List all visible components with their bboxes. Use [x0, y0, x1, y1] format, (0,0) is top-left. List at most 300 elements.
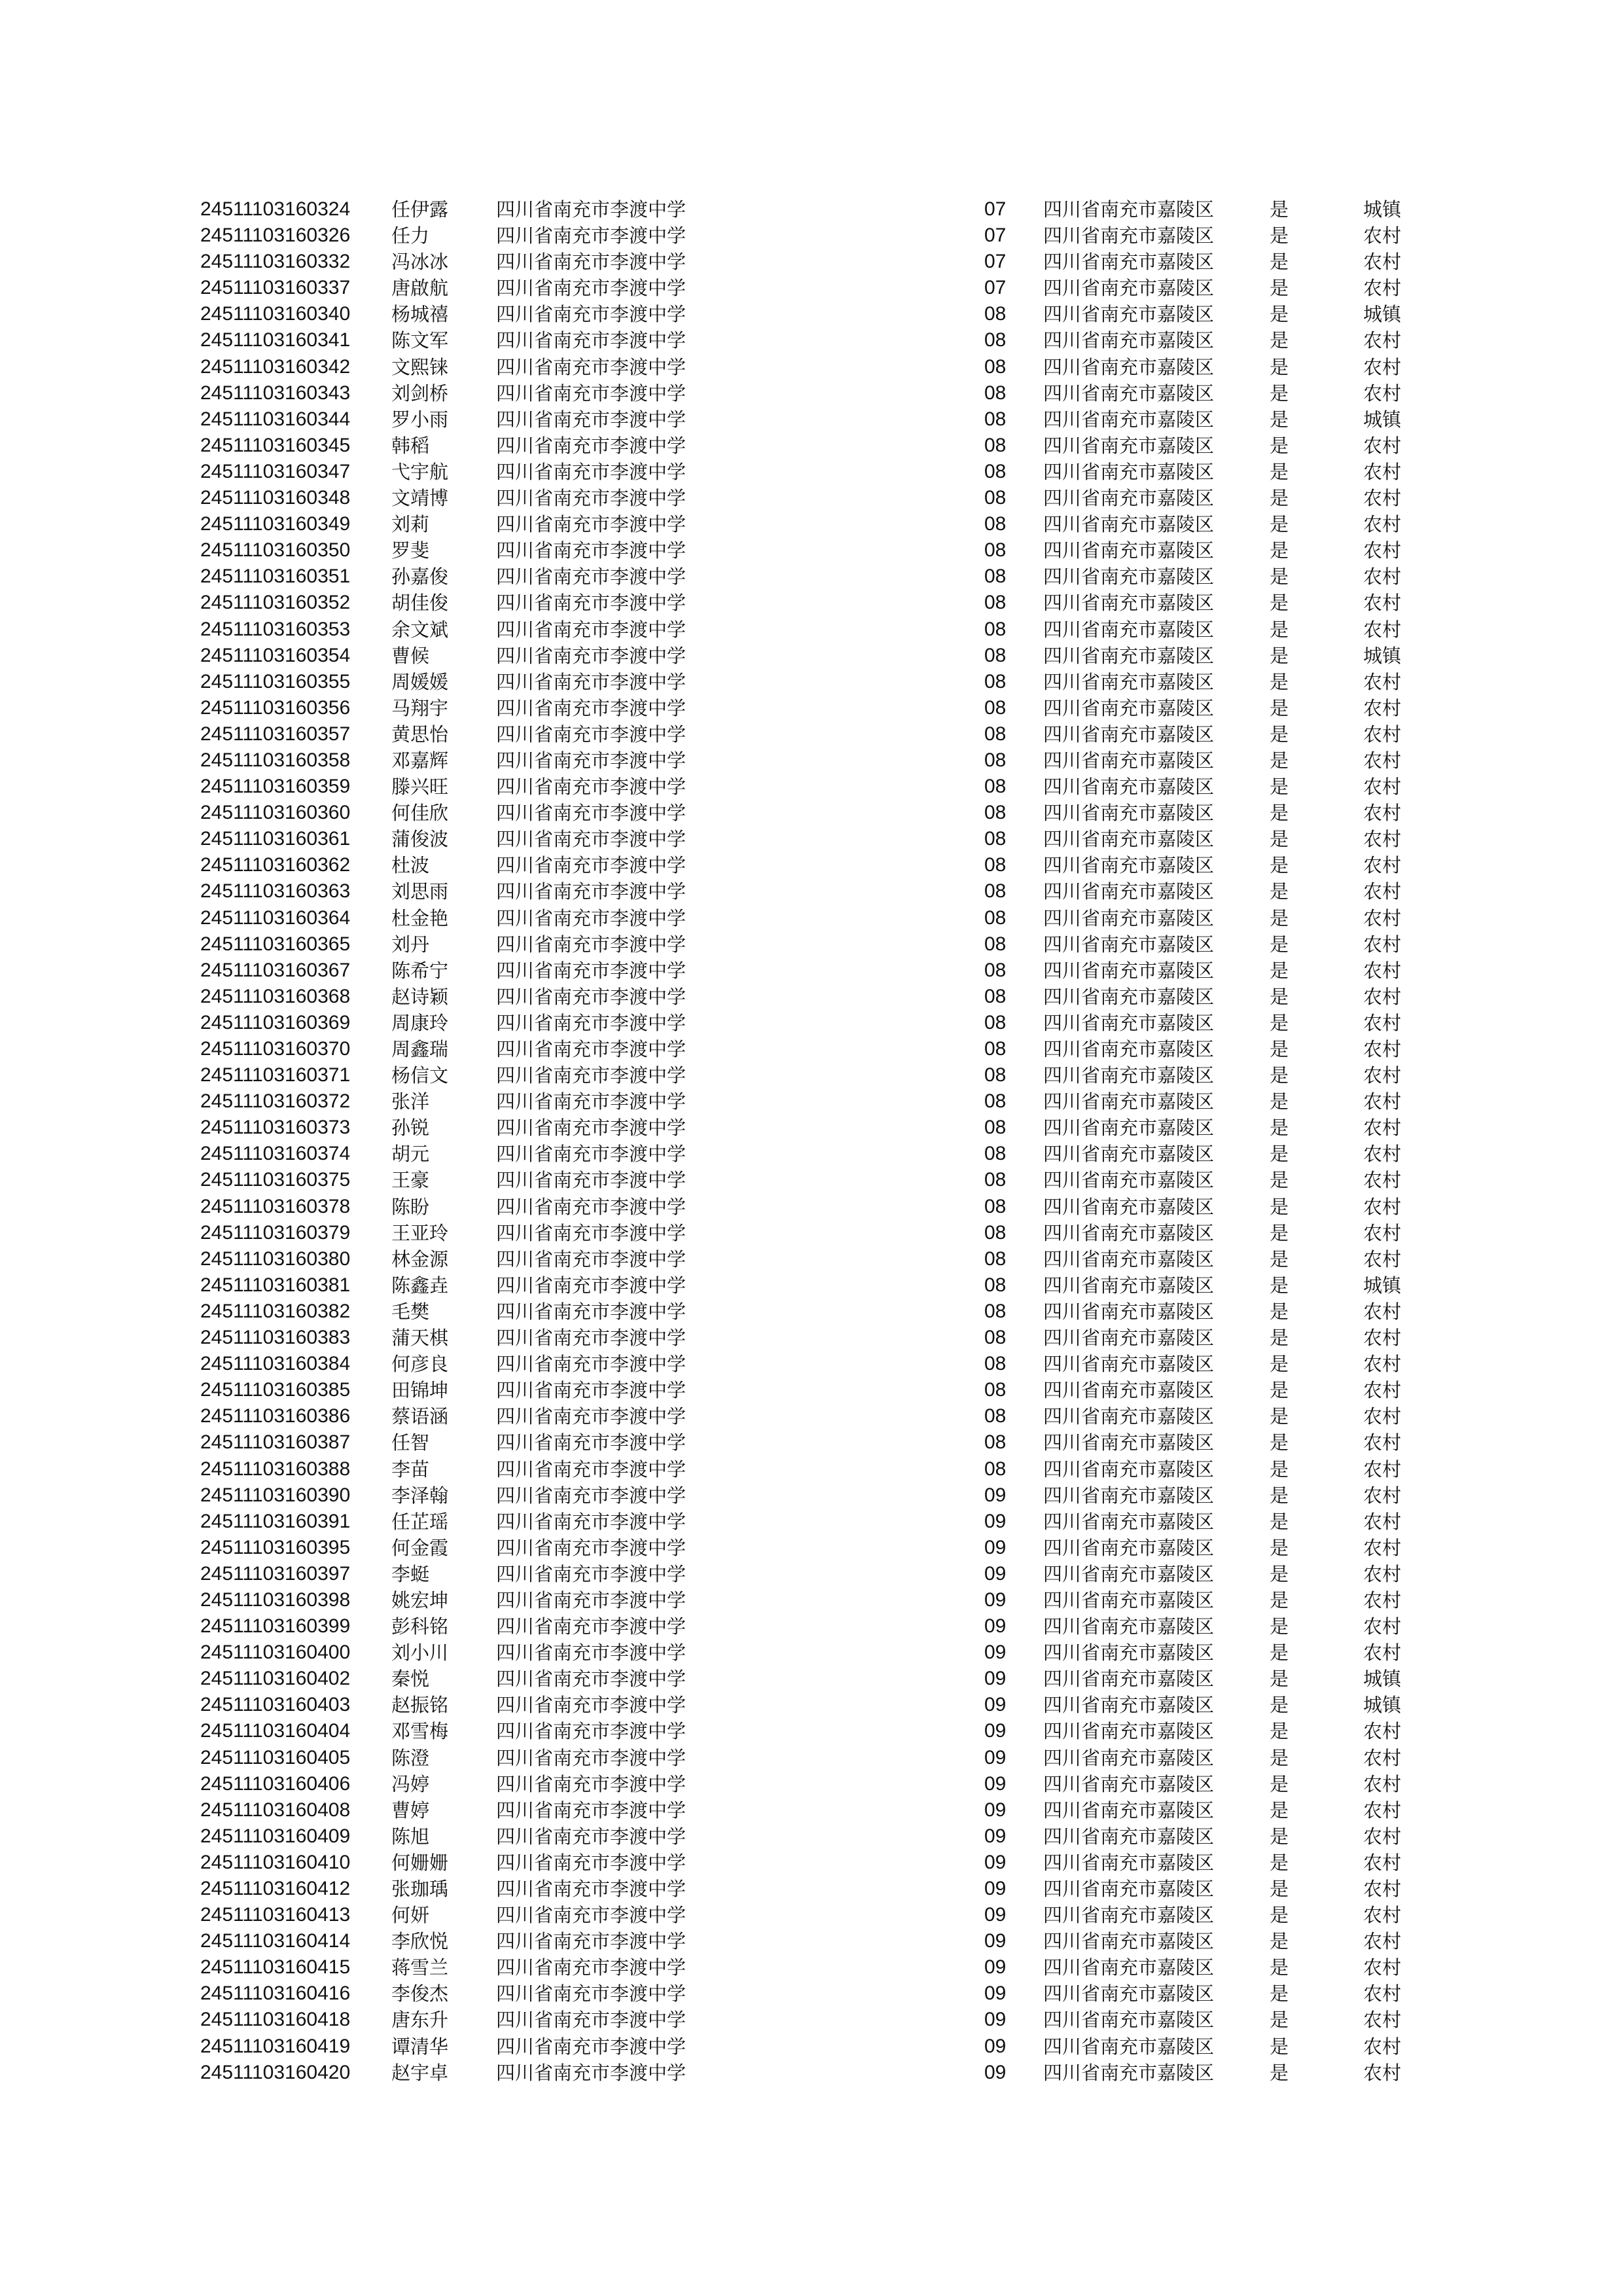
student-name-cell: 刘思雨: [391, 880, 449, 903]
region-cell: 四川省南充市嘉陵区: [1043, 1038, 1215, 1060]
flag-cell: 是: [1270, 224, 1289, 247]
table-row: [0, 1220, 1623, 1246]
flag-cell: 是: [1270, 1562, 1289, 1585]
residence-type-cell: 农村: [1363, 1038, 1402, 1060]
school-cell: 四川省南充市李渡中学: [496, 303, 687, 326]
grade-cell: 09: [984, 1956, 1007, 1979]
region-cell: 四川省南充市嘉陵区: [1043, 1353, 1215, 1376]
residence-type-cell: 农村: [1363, 251, 1402, 274]
student-id-cell: 24511103160337: [200, 277, 351, 299]
table-row: [0, 485, 1623, 511]
table-row: [0, 852, 1623, 878]
region-cell: 四川省南充市嘉陵区: [1043, 1904, 1215, 1927]
student-name-cell: 胡佳俊: [391, 592, 449, 615]
flag-cell: 是: [1270, 1090, 1289, 1113]
school-cell: 四川省南充市李渡中学: [496, 1851, 687, 1874]
region-cell: 四川省南充市嘉陵区: [1043, 460, 1215, 483]
flag-cell: 是: [1270, 1300, 1289, 1323]
residence-type-cell: 农村: [1363, 906, 1402, 929]
residence-type-cell: 农村: [1363, 670, 1402, 693]
student-name-cell: 刘剑桥: [391, 382, 449, 404]
grade-cell: 08: [984, 1195, 1007, 1217]
school-cell: 四川省南充市李渡中学: [496, 1327, 687, 1350]
grade-cell: 08: [984, 303, 1007, 325]
table-row: [0, 1194, 1623, 1220]
residence-type-cell: 城镇: [1363, 1274, 1402, 1297]
student-name-cell: 王亚玲: [391, 1221, 449, 1244]
student-id-cell: 24511103160356: [200, 696, 351, 719]
student-name-cell: 冯婷: [391, 1772, 430, 1795]
flag-cell: 是: [1270, 1431, 1289, 1454]
flag-cell: 是: [1270, 1274, 1289, 1297]
flag-cell: 是: [1270, 696, 1289, 719]
residence-type-cell: 农村: [1363, 1064, 1402, 1087]
residence-type-cell: 农村: [1363, 1484, 1402, 1507]
residence-type-cell: 农村: [1363, 1562, 1402, 1585]
school-cell: 四川省南充市李渡中学: [496, 539, 687, 562]
residence-type-cell: 农村: [1363, 592, 1402, 615]
residence-type-cell: 农村: [1363, 1221, 1402, 1244]
school-cell: 四川省南充市李渡中学: [496, 1746, 687, 1769]
student-id-cell: 24511103160354: [200, 644, 351, 666]
flag-cell: 是: [1270, 1327, 1289, 1350]
grade-cell: 08: [984, 1458, 1007, 1480]
student-id-cell: 24511103160349: [200, 513, 351, 535]
student-name-cell: 谭清华: [391, 2035, 449, 2058]
region-cell: 四川省南充市嘉陵区: [1043, 1694, 1215, 1717]
residence-type-cell: 农村: [1363, 1930, 1402, 1953]
region-cell: 四川省南充市嘉陵区: [1043, 776, 1215, 798]
grade-cell: 08: [984, 382, 1007, 404]
residence-type-cell: 农村: [1363, 1353, 1402, 1376]
table-row: [0, 1351, 1623, 1377]
student-id-cell: 24511103160381: [200, 1274, 351, 1296]
region-cell: 四川省南充市嘉陵区: [1043, 670, 1215, 693]
student-id-cell: 24511103160382: [200, 1300, 351, 1322]
table-row: [0, 1850, 1623, 1876]
student-name-cell: 彭科铭: [391, 1615, 449, 1638]
school-cell: 四川省南充市李渡中学: [496, 329, 687, 352]
school-cell: 四川省南充市李渡中学: [496, 959, 687, 982]
region-cell: 四川省南充市嘉陵区: [1043, 1878, 1215, 1900]
region-cell: 四川省南充市嘉陵区: [1043, 2061, 1215, 2084]
region-cell: 四川省南充市嘉陵区: [1043, 1405, 1215, 1428]
student-name-cell: 罗斐: [391, 539, 430, 562]
school-cell: 四川省南充市李渡中学: [496, 1300, 687, 1323]
flag-cell: 是: [1270, 1353, 1289, 1376]
student-id-cell: 24511103160344: [200, 408, 351, 430]
table-row: [0, 695, 1623, 721]
grade-cell: 08: [984, 1247, 1007, 1270]
residence-type-cell: 农村: [1363, 224, 1402, 247]
student-id-cell: 24511103160345: [200, 434, 351, 456]
school-cell: 四川省南充市李渡中学: [496, 1379, 687, 1402]
student-name-cell: 曹候: [391, 644, 430, 667]
school-cell: 四川省南充市李渡中学: [496, 1956, 687, 1979]
grade-cell: 09: [984, 1720, 1007, 1742]
grade-cell: 08: [984, 1431, 1007, 1454]
flag-cell: 是: [1270, 776, 1289, 798]
region-cell: 四川省南充市嘉陵区: [1043, 1930, 1215, 1953]
school-cell: 四川省南充市李渡中学: [496, 2009, 687, 2032]
student-name-cell: 李欣悦: [391, 1930, 449, 1953]
region-cell: 四川省南充市嘉陵区: [1043, 749, 1215, 772]
table-row: [0, 459, 1623, 485]
region-cell: 四川省南充市嘉陵区: [1043, 592, 1215, 615]
student-id-cell: 24511103160380: [200, 1247, 351, 1270]
region-cell: 四川省南充市嘉陵区: [1043, 329, 1215, 352]
region-cell: 四川省南充市嘉陵区: [1043, 1851, 1215, 1874]
student-name-cell: 杜金艳: [391, 906, 449, 929]
region-cell: 四川省南充市嘉陵区: [1043, 828, 1215, 851]
region-cell: 四川省南充市嘉陵区: [1043, 251, 1215, 274]
flag-cell: 是: [1270, 539, 1289, 562]
flag-cell: 是: [1270, 513, 1289, 536]
school-cell: 四川省南充市李渡中学: [496, 802, 687, 825]
student-name-cell: 杨信文: [391, 1064, 449, 1087]
flag-cell: 是: [1270, 749, 1289, 772]
student-name-cell: 任芷瑶: [391, 1510, 449, 1533]
student-name-cell: 任力: [391, 224, 430, 247]
student-id-cell: 24511103160384: [200, 1353, 351, 1375]
residence-type-cell: 农村: [1363, 277, 1402, 300]
residence-type-cell: 农村: [1363, 1247, 1402, 1270]
student-id-cell: 24511103160390: [200, 1484, 351, 1506]
table-row: [0, 1823, 1623, 1850]
flag-cell: 是: [1270, 1405, 1289, 1428]
grade-cell: 08: [984, 906, 1007, 929]
table-row: [0, 537, 1623, 564]
region-cell: 四川省南充市嘉陵区: [1043, 224, 1215, 247]
grade-cell: 08: [984, 1405, 1007, 1427]
residence-type-cell: 农村: [1363, 1431, 1402, 1454]
student-id-cell: 24511103160414: [200, 1930, 351, 1952]
grade-cell: 08: [984, 644, 1007, 666]
residence-type-cell: 农村: [1363, 618, 1402, 641]
student-id-cell: 24511103160410: [200, 1851, 351, 1873]
region-cell: 四川省南充市嘉陵区: [1043, 723, 1215, 745]
school-cell: 四川省南充市李渡中学: [496, 382, 687, 404]
flag-cell: 是: [1270, 1982, 1289, 2005]
student-name-cell: 杜波: [391, 854, 430, 877]
school-cell: 四川省南充市李渡中学: [496, 1038, 687, 1060]
table-row: [0, 406, 1623, 433]
residence-type-cell: 农村: [1363, 513, 1402, 536]
school-cell: 四川省南充市李渡中学: [496, 828, 687, 851]
residence-type-cell: 城镇: [1363, 1668, 1402, 1691]
residence-type-cell: 农村: [1363, 749, 1402, 772]
table-row: [0, 223, 1623, 249]
grade-cell: 09: [984, 1668, 1007, 1690]
grade-cell: 08: [984, 933, 1007, 955]
grade-cell: 07: [984, 198, 1007, 220]
student-id-cell: 24511103160367: [200, 959, 351, 981]
student-name-cell: 田锦坤: [391, 1379, 449, 1402]
school-cell: 四川省南充市李渡中学: [496, 198, 687, 221]
grade-cell: 08: [984, 487, 1007, 509]
student-name-cell: 文熙铼: [391, 355, 449, 378]
table-row: [0, 2007, 1623, 2033]
residence-type-cell: 农村: [1363, 355, 1402, 378]
school-cell: 四川省南充市李渡中学: [496, 592, 687, 615]
residence-type-cell: 农村: [1363, 854, 1402, 877]
region-cell: 四川省南充市嘉陵区: [1043, 1274, 1215, 1297]
flag-cell: 是: [1270, 355, 1289, 378]
school-cell: 四川省南充市李渡中学: [496, 251, 687, 274]
residence-type-cell: 农村: [1363, 828, 1402, 851]
student-name-cell: 文靖博: [391, 487, 449, 510]
student-id-cell: 24511103160361: [200, 828, 351, 850]
residence-type-cell: 农村: [1363, 1720, 1402, 1743]
grade-cell: 08: [984, 1143, 1007, 1165]
region-cell: 四川省南充市嘉陵区: [1043, 1011, 1215, 1034]
grade-cell: 08: [984, 828, 1007, 850]
school-cell: 四川省南充市李渡中学: [496, 565, 687, 588]
region-cell: 四川省南充市嘉陵区: [1043, 487, 1215, 510]
school-cell: 四川省南充市李渡中学: [496, 513, 687, 536]
region-cell: 四川省南充市嘉陵区: [1043, 1090, 1215, 1113]
table-row: [0, 1954, 1623, 1981]
region-cell: 四川省南充市嘉陵区: [1043, 1982, 1215, 2005]
table-row: [0, 774, 1623, 800]
flag-cell: 是: [1270, 723, 1289, 745]
region-cell: 四川省南充市嘉陵区: [1043, 618, 1215, 641]
student-id-cell: 24511103160418: [200, 2009, 351, 2031]
school-cell: 四川省南充市李渡中学: [496, 1694, 687, 1717]
grade-cell: 08: [984, 513, 1007, 535]
flag-cell: 是: [1270, 565, 1289, 588]
table-row: [0, 747, 1623, 774]
region-cell: 四川省南充市嘉陵区: [1043, 2009, 1215, 2032]
school-cell: 四川省南充市李渡中学: [496, 1615, 687, 1638]
student-name-cell: 周康玲: [391, 1011, 449, 1034]
flag-cell: 是: [1270, 618, 1289, 641]
flag-cell: 是: [1270, 670, 1289, 693]
region-cell: 四川省南充市嘉陵区: [1043, 1431, 1215, 1454]
student-id-cell: 24511103160395: [200, 1536, 351, 1558]
student-id-cell: 24511103160362: [200, 854, 351, 876]
residence-type-cell: 城镇: [1363, 303, 1402, 326]
grade-cell: 09: [984, 1772, 1007, 1795]
grade-cell: 09: [984, 1825, 1007, 1847]
flag-cell: 是: [1270, 408, 1289, 431]
student-id-cell: 24511103160379: [200, 1221, 351, 1244]
student-list-table: [0, 196, 1623, 2086]
grade-cell: 08: [984, 565, 1007, 588]
table-row: [0, 301, 1623, 327]
grade-cell: 09: [984, 1982, 1007, 2005]
school-cell: 四川省南充市李渡中学: [496, 1143, 687, 1166]
table-row: [0, 1088, 1623, 1115]
grade-cell: 08: [984, 1274, 1007, 1296]
student-id-cell: 24511103160399: [200, 1615, 351, 1638]
school-cell: 四川省南充市李渡中学: [496, 408, 687, 431]
flag-cell: 是: [1270, 277, 1289, 300]
school-cell: 四川省南充市李渡中学: [496, 933, 687, 956]
school-cell: 四川省南充市李渡中学: [496, 434, 687, 457]
region-cell: 四川省南充市嘉陵区: [1043, 513, 1215, 536]
student-name-cell: 冯冰冰: [391, 251, 449, 274]
flag-cell: 是: [1270, 303, 1289, 326]
student-id-cell: 24511103160415: [200, 1956, 351, 1979]
region-cell: 四川省南充市嘉陵区: [1043, 1615, 1215, 1638]
school-cell: 四川省南充市李渡中学: [496, 644, 687, 667]
flag-cell: 是: [1270, 1694, 1289, 1717]
flag-cell: 是: [1270, 2009, 1289, 2032]
student-id-cell: 24511103160370: [200, 1038, 351, 1060]
flag-cell: 是: [1270, 251, 1289, 274]
table-row: [0, 1797, 1623, 1823]
student-id-cell: 24511103160368: [200, 985, 351, 1007]
student-name-cell: 刘丹: [391, 933, 430, 956]
student-id-cell: 24511103160371: [200, 1064, 351, 1086]
student-id-cell: 24511103160326: [200, 224, 351, 247]
flag-cell: 是: [1270, 1484, 1289, 1507]
residence-type-cell: 农村: [1363, 434, 1402, 457]
student-id-cell: 24511103160360: [200, 802, 351, 824]
school-cell: 四川省南充市李渡中学: [496, 1431, 687, 1454]
student-id-cell: 24511103160343: [200, 382, 351, 404]
residence-type-cell: 农村: [1363, 1195, 1402, 1218]
grade-cell: 09: [984, 1641, 1007, 1664]
grade-cell: 08: [984, 880, 1007, 903]
table-row: [0, 931, 1623, 958]
region-cell: 四川省南充市嘉陵区: [1043, 1641, 1215, 1664]
grade-cell: 07: [984, 224, 1007, 247]
grade-cell: 09: [984, 1799, 1007, 1821]
residence-type-cell: 农村: [1363, 1117, 1402, 1139]
region-cell: 四川省南充市嘉陵区: [1043, 802, 1215, 825]
residence-type-cell: 农村: [1363, 1641, 1402, 1664]
student-name-cell: 赵振铭: [391, 1694, 449, 1717]
student-name-cell: 陈澄: [391, 1746, 430, 1769]
region-cell: 四川省南充市嘉陵区: [1043, 1799, 1215, 1821]
student-name-cell: 张珈瑀: [391, 1878, 449, 1900]
region-cell: 四川省南充市嘉陵区: [1043, 1956, 1215, 1979]
flag-cell: 是: [1270, 329, 1289, 352]
flag-cell: 是: [1270, 2035, 1289, 2058]
student-name-cell: 任智: [391, 1431, 430, 1454]
grade-cell: 08: [984, 749, 1007, 771]
table-row: [0, 1377, 1623, 1403]
school-cell: 四川省南充市李渡中学: [496, 1484, 687, 1507]
flag-cell: 是: [1270, 1799, 1289, 1821]
residence-type-cell: 农村: [1363, 487, 1402, 510]
table-row: [0, 1981, 1623, 2007]
table-row: [0, 878, 1623, 905]
student-name-cell: 李苗: [391, 1458, 430, 1480]
region-cell: 四川省南充市嘉陵区: [1043, 2035, 1215, 2058]
flag-cell: 是: [1270, 592, 1289, 615]
student-name-cell: 李蜓: [391, 1562, 430, 1585]
region-cell: 四川省南充市嘉陵区: [1043, 1746, 1215, 1769]
table-row: [0, 1718, 1623, 1744]
table-row: [0, 826, 1623, 852]
grade-cell: 08: [984, 723, 1007, 745]
table-row: [0, 1509, 1623, 1535]
region-cell: 四川省南充市嘉陵区: [1043, 303, 1215, 326]
school-cell: 四川省南充市李渡中学: [496, 1011, 687, 1034]
student-name-cell: 曹婷: [391, 1799, 430, 1821]
grade-cell: 09: [984, 1694, 1007, 1716]
residence-type-cell: 农村: [1363, 1300, 1402, 1323]
school-cell: 四川省南充市李渡中学: [496, 224, 687, 247]
table-row: [0, 1771, 1623, 1797]
student-name-cell: 李泽翰: [391, 1484, 449, 1507]
table-row: [0, 1429, 1623, 1456]
grade-cell: 09: [984, 1536, 1007, 1558]
school-cell: 四川省南充市李渡中学: [496, 1247, 687, 1270]
school-cell: 四川省南充市李渡中学: [496, 277, 687, 300]
student-id-cell: 24511103160383: [200, 1327, 351, 1349]
school-cell: 四川省南充市李渡中学: [496, 670, 687, 693]
school-cell: 四川省南充市李渡中学: [496, 1064, 687, 1087]
table-row: [0, 1325, 1623, 1351]
residence-type-cell: 城镇: [1363, 198, 1402, 221]
student-id-cell: 24511103160420: [200, 2061, 351, 2083]
residence-type-cell: 农村: [1363, 1327, 1402, 1350]
residence-type-cell: 农村: [1363, 1956, 1402, 1979]
grade-cell: 09: [984, 1562, 1007, 1585]
grade-cell: 08: [984, 1379, 1007, 1401]
grade-cell: 08: [984, 592, 1007, 614]
student-id-cell: 24511103160348: [200, 487, 351, 509]
grade-cell: 08: [984, 776, 1007, 798]
flag-cell: 是: [1270, 1720, 1289, 1743]
region-cell: 四川省南充市嘉陵区: [1043, 1169, 1215, 1192]
residence-type-cell: 农村: [1363, 2061, 1402, 2084]
region-cell: 四川省南充市嘉陵区: [1043, 933, 1215, 956]
flag-cell: 是: [1270, 1904, 1289, 1927]
flag-cell: 是: [1270, 1195, 1289, 1218]
residence-type-cell: 农村: [1363, 985, 1402, 1008]
flag-cell: 是: [1270, 1956, 1289, 1979]
residence-type-cell: 农村: [1363, 1143, 1402, 1166]
student-name-cell: 孙锐: [391, 1117, 430, 1139]
region-cell: 四川省南充市嘉陵区: [1043, 1484, 1215, 1507]
school-cell: 四川省南充市李渡中学: [496, 1510, 687, 1533]
student-id-cell: 24511103160388: [200, 1458, 351, 1480]
school-cell: 四川省南充市李渡中学: [496, 723, 687, 745]
student-id-cell: 24511103160397: [200, 1562, 351, 1585]
flag-cell: 是: [1270, 1878, 1289, 1900]
table-row: [0, 1902, 1623, 1928]
school-cell: 四川省南充市李渡中学: [496, 749, 687, 772]
student-id-cell: 24511103160404: [200, 1720, 351, 1742]
table-row: [0, 1167, 1623, 1193]
region-cell: 四川省南充市嘉陵区: [1043, 854, 1215, 877]
residence-type-cell: 城镇: [1363, 644, 1402, 667]
student-name-cell: 何妍: [391, 1904, 430, 1927]
grade-cell: 08: [984, 1117, 1007, 1139]
student-name-cell: 赵诗颖: [391, 985, 449, 1008]
flag-cell: 是: [1270, 1221, 1289, 1244]
grade-cell: 08: [984, 618, 1007, 640]
student-id-cell: 24511103160372: [200, 1090, 351, 1113]
student-id-cell: 24511103160416: [200, 1982, 351, 2005]
region-cell: 四川省南充市嘉陵区: [1043, 1668, 1215, 1691]
flag-cell: 是: [1270, 434, 1289, 457]
table-row: [0, 1928, 1623, 1954]
region-cell: 四川省南充市嘉陵区: [1043, 880, 1215, 903]
table-row: [0, 1745, 1623, 1771]
residence-type-cell: 农村: [1363, 2009, 1402, 2032]
table-row: [0, 1613, 1623, 1640]
residence-type-cell: 农村: [1363, 1851, 1402, 1874]
student-id-cell: 24511103160347: [200, 460, 351, 482]
region-cell: 四川省南充市嘉陵区: [1043, 382, 1215, 404]
residence-type-cell: 农村: [1363, 1458, 1402, 1480]
